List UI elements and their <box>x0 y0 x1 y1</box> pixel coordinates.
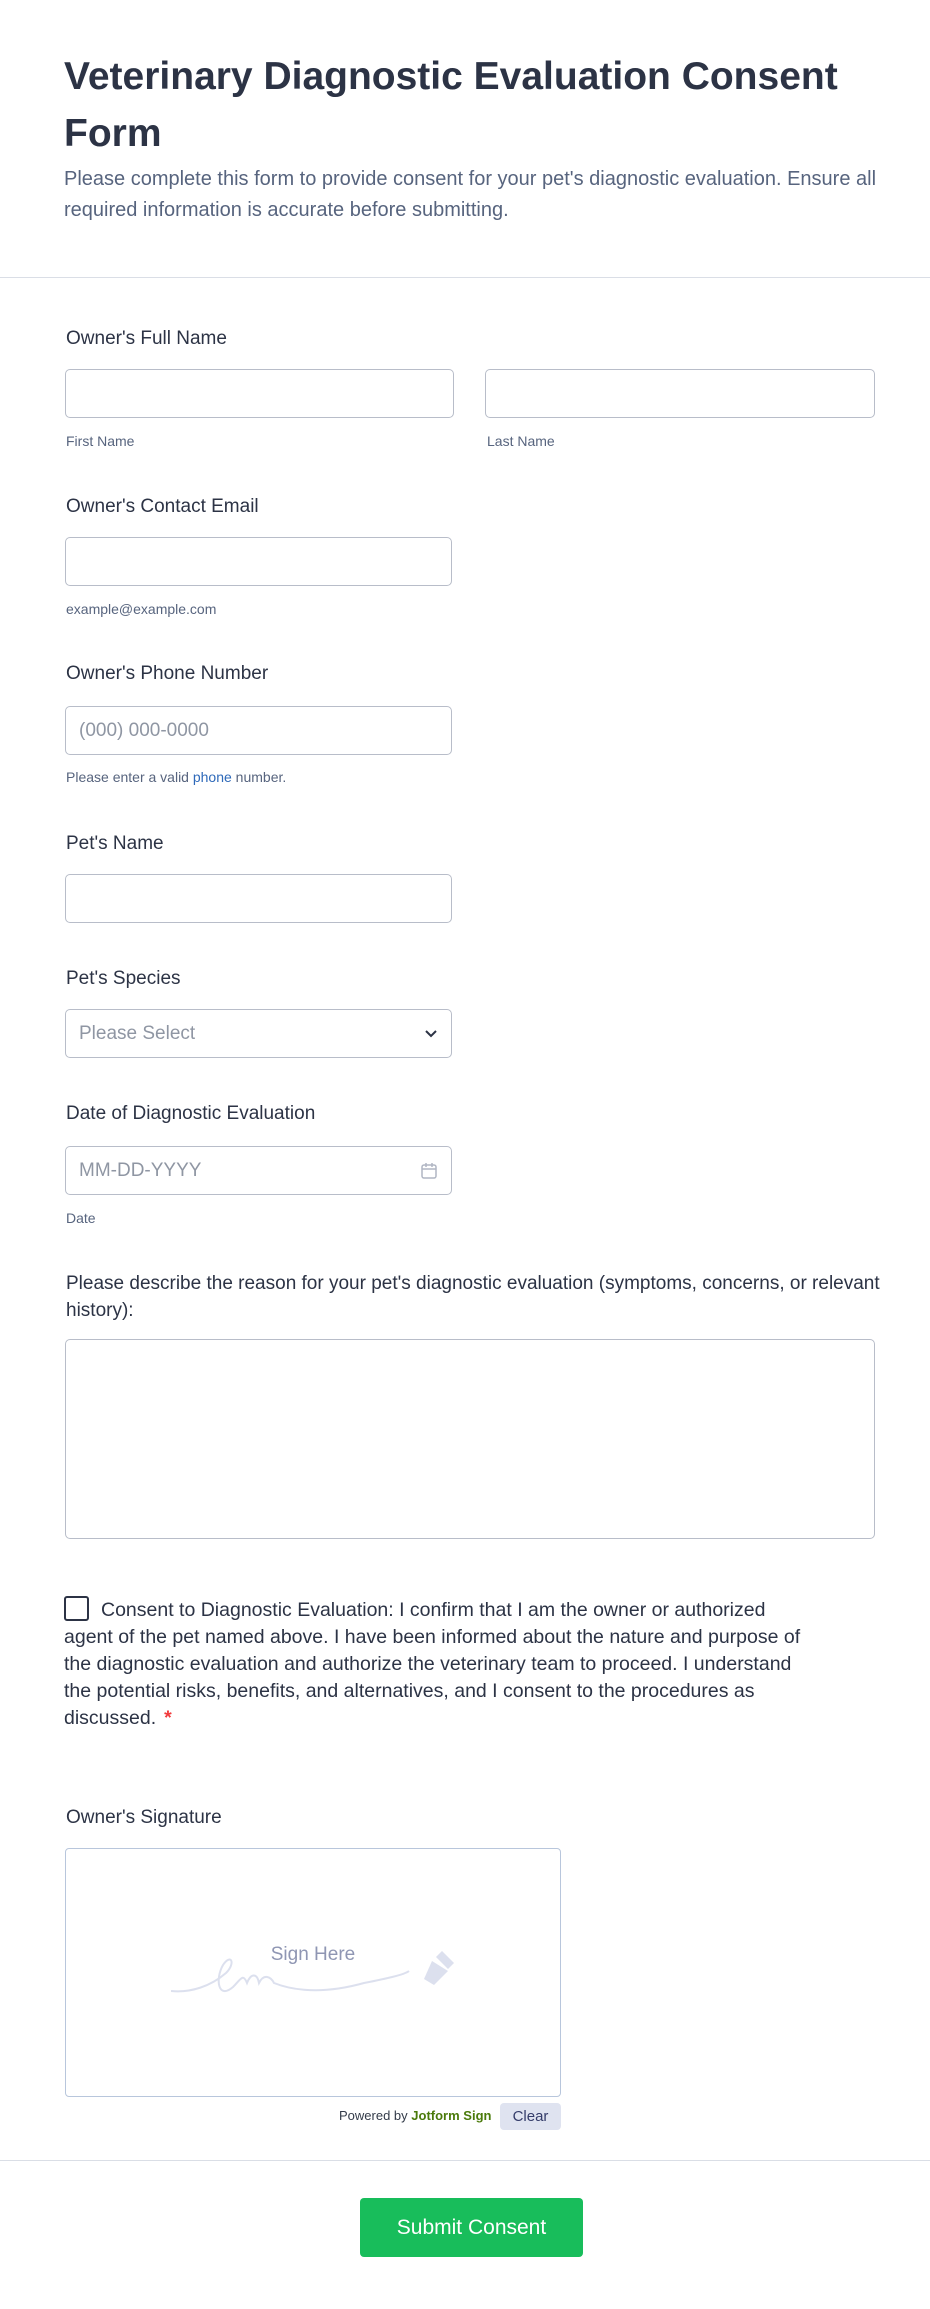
reason-textarea[interactable] <box>65 1339 875 1539</box>
date-label: Date of Diagnostic Evaluation <box>66 1103 316 1124</box>
date-sublabel: Date <box>66 1210 96 1226</box>
last-name-sublabel: Last Name <box>487 433 555 449</box>
email-label: Owner's Contact Email <box>66 496 259 517</box>
phone-hint <box>66 769 286 785</box>
sign-here-text: Sign Here <box>270 1944 356 1965</box>
email-input[interactable] <box>65 537 452 586</box>
consent-checkbox[interactable] <box>64 1596 89 1621</box>
powered-by <box>339 2108 491 2123</box>
phone-hint-link: phone <box>192 769 232 785</box>
phone-hint-suffix: number. <box>231 769 287 785</box>
signature-pad[interactable] <box>65 1848 561 2097</box>
powered-by-text: Powered by <box>339 2108 408 2123</box>
signature-scribble-icon <box>171 1949 461 2009</box>
required-mark: * <box>164 1707 172 1729</box>
calendar-icon[interactable] <box>420 1162 438 1180</box>
page-title: Veterinary Diagnostic Evaluation Consent Form <box>64 55 838 155</box>
chevron-down-icon <box>424 1029 438 1039</box>
species-selected: Please Select <box>79 1022 196 1044</box>
date-placeholder: MM-DD-YYYY <box>79 1159 202 1181</box>
phone-hint-prefix: Please enter a valid <box>66 769 193 785</box>
pet-name-input[interactable] <box>65 874 452 923</box>
phone-input[interactable] <box>65 706 452 755</box>
last-name-input[interactable] <box>485 369 875 418</box>
clear-signature-button[interactable]: Clear <box>500 2103 561 2130</box>
date-input[interactable] <box>65 1146 452 1195</box>
page-description: Please complete this form to provide consent for your pet's diagnostic evaluation. Ensure all required information is accurate before submitting. <box>64 168 877 221</box>
species-label: Pet's Species <box>66 968 181 989</box>
phone-placeholder: (000) 000-0000 <box>79 719 209 741</box>
species-select[interactable] <box>65 1009 452 1058</box>
full-name-label: Owner's Full Name <box>66 328 227 349</box>
email-sublabel: example@example.com <box>66 601 217 617</box>
jotform-sign-brand: Jotform Sign <box>411 2108 492 2123</box>
first-name-sublabel: First Name <box>66 433 135 449</box>
signature-label: Owner's Signature <box>66 1807 222 1828</box>
phone-label: Owner's Phone Number <box>66 663 269 684</box>
pet-name-label: Pet's Name <box>66 833 164 854</box>
consent-checkbox-row[interactable] <box>64 1596 804 1732</box>
reason-label: Please describe the reason for your pet's diagnostic evaluation (symptoms, concerns, or relevant history): <box>66 1273 880 1321</box>
footer-divider <box>0 2160 930 2161</box>
header-divider <box>0 277 930 278</box>
first-name-input[interactable] <box>65 369 454 418</box>
consent-text: Consent to Diagnostic Evaluation: I confirm that I am the owner or authorized agent of the pet named above. I have been informed about the nature and purpose of the diagnostic evaluation and authorize the veterinary team to proceed. I understand the potential risks, benefits, and alternatives, and I consent to the procedures as discussed. <box>64 1599 801 1729</box>
submit-button[interactable]: Submit Consent <box>360 2198 583 2257</box>
